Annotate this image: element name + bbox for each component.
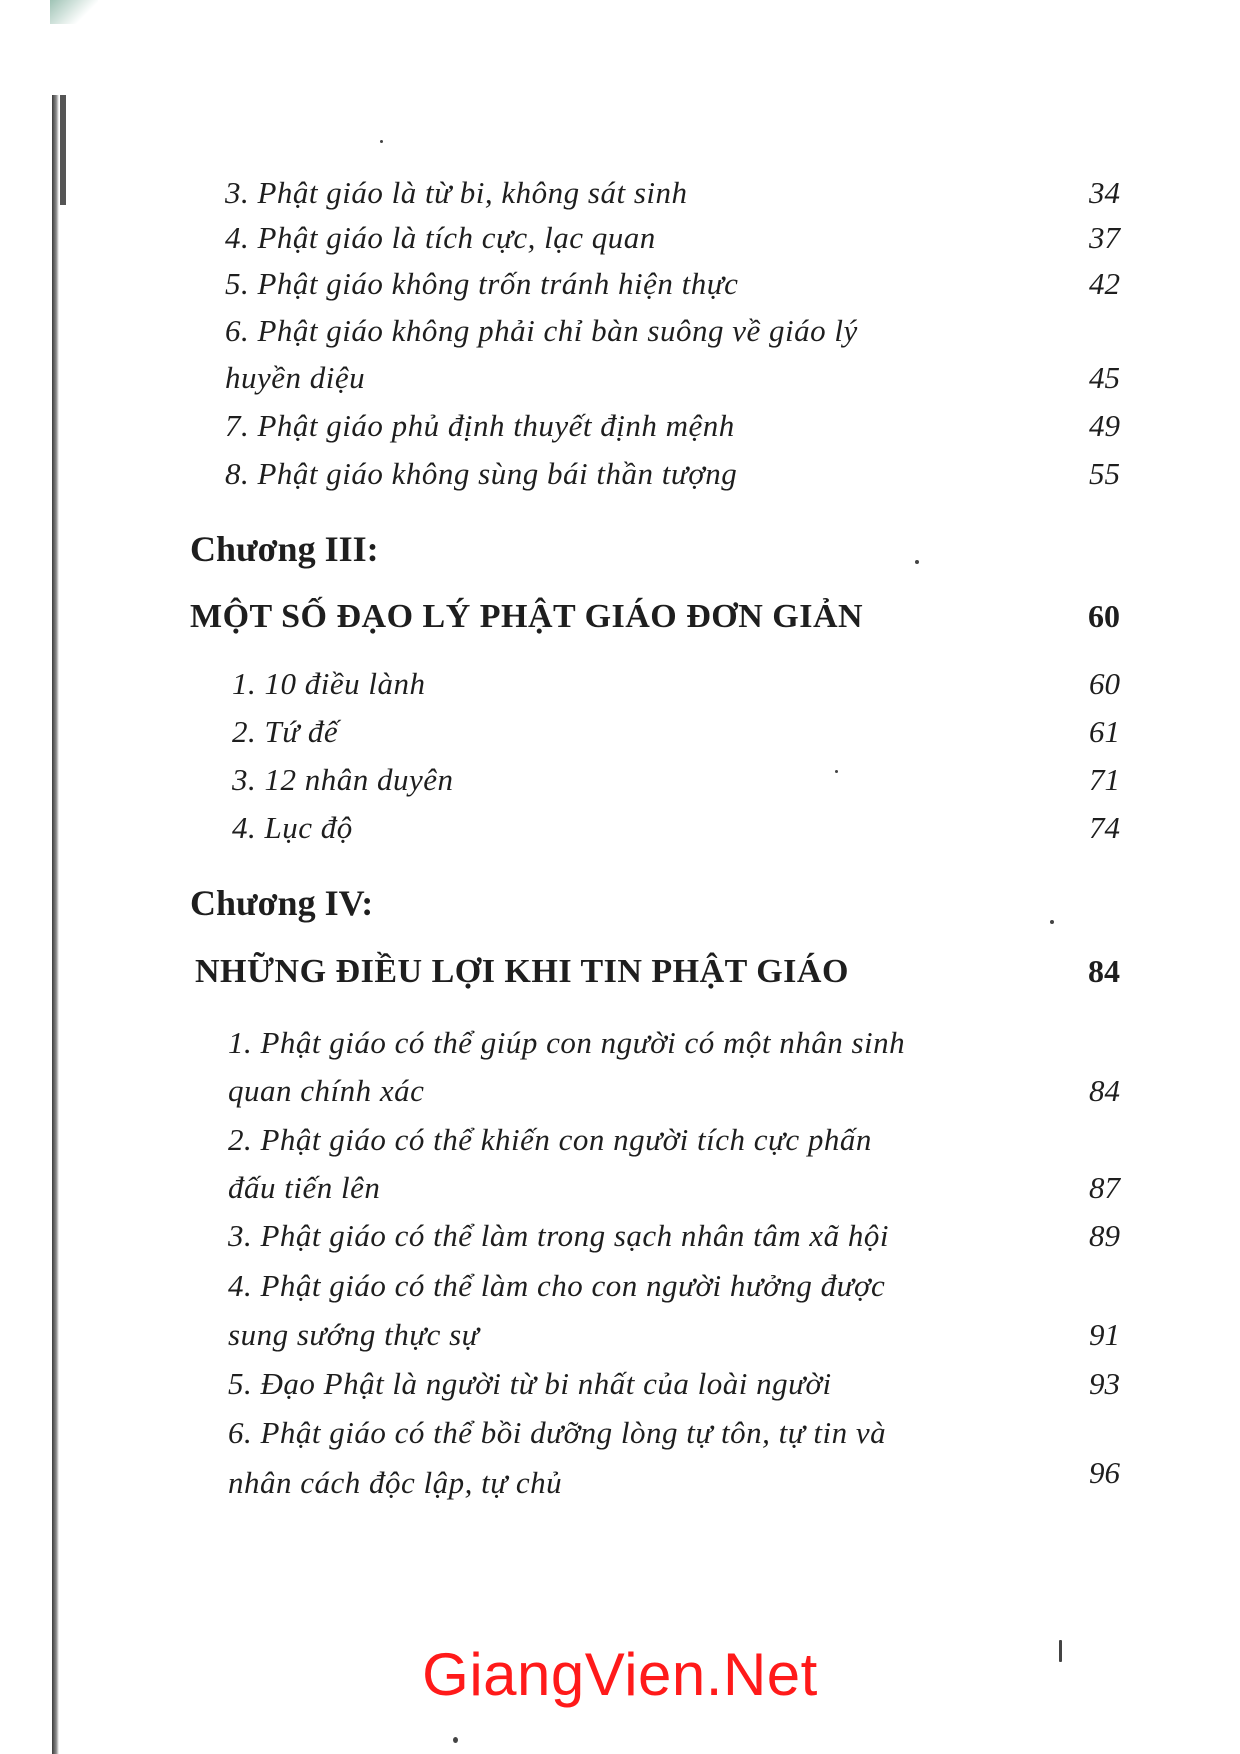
toc-entry-title: 1. Phật giáo có thể giúp con người có một nhân sinh	[228, 1025, 906, 1060]
chapter-label-text: Chương III:	[190, 529, 379, 569]
toc-entry-page: 91	[1089, 1317, 1120, 1352]
toc-entry-title: 8. Phật giáo không sùng bái thần tượng	[225, 456, 738, 491]
chapter-title-text: MỘT SỐ ĐẠO LÝ PHẬT GIÁO ĐƠN GIẢN	[190, 598, 864, 635]
chapter-title-text: NHỮNG ĐIỀU LỢI KHI TIN PHẬT GIÁO	[195, 953, 849, 990]
toc-entry-title-cont: quan chính xác	[228, 1073, 425, 1108]
toc-entry-page: 37	[1089, 220, 1120, 255]
chapter-label-text: Chương IV:	[190, 883, 374, 923]
toc-entry-title: 3. Phật giáo có thể làm trong sạch nhân tâm xã hội	[228, 1218, 890, 1253]
toc-entry-page: 96	[1089, 1455, 1120, 1490]
toc-entry-page: 74	[1089, 810, 1120, 845]
scan-speck	[835, 770, 838, 773]
toc-entry-title: 6. Phật giáo không phải chỉ bàn suông về giáo lý	[225, 313, 858, 348]
toc-entry-page: 55	[1089, 456, 1120, 491]
toc-entry-title: 5. Đạo Phật là người từ bi nhất của loài người	[228, 1366, 832, 1401]
spine-shadow	[60, 95, 66, 205]
toc-entry-title: 1. 10 điều lành	[232, 666, 426, 701]
toc-entry-title-cont: nhân cách độc lập, tự chủ	[228, 1465, 563, 1500]
toc-entry-page: 42	[1089, 266, 1120, 301]
toc-entry-page: 34	[1089, 175, 1120, 210]
toc-entry-page: 84	[1089, 1073, 1120, 1108]
toc-entry-title: 5. Phật giáo không trốn tránh hiện thực	[225, 266, 739, 301]
toc-entry-title-cont: sung sướng thực sự	[228, 1317, 480, 1352]
toc-entry-title-cont: đấu tiến lên	[228, 1170, 381, 1205]
toc-entry-page: 71	[1089, 762, 1120, 797]
chapter-page: 60	[1088, 598, 1120, 634]
chapter-page: 84	[1088, 953, 1120, 989]
toc-entry-title: 3. Phật giáo là từ bi, không sát sinh	[225, 175, 688, 210]
scan-speck	[915, 560, 919, 564]
toc-entry-title-cont: huyền diệu	[225, 360, 366, 395]
scan-speck	[1050, 920, 1054, 924]
toc-entry-page: 45	[1089, 360, 1120, 395]
toc-entry-page: 87	[1089, 1170, 1120, 1205]
site-watermark: GiangVien.Net	[422, 1641, 818, 1708]
toc-entry-page: 93	[1089, 1366, 1120, 1401]
book-spine-edge	[52, 95, 59, 1754]
toc-entry-title: 3. 12 nhân duyên	[232, 762, 454, 797]
page-corner-mark	[50, 0, 98, 24]
toc-entry-page: 61	[1089, 714, 1120, 749]
toc-entry-title: 4. Lục độ	[232, 810, 353, 845]
scan-speck	[380, 140, 383, 143]
scan-speck	[453, 1737, 458, 1743]
toc-entry-page: 49	[1089, 408, 1120, 443]
toc-entry-title: 2. Tứ đế	[232, 714, 339, 749]
toc-entry-title: 2. Phật giáo có thể khiến con người tích cực phấn	[228, 1122, 872, 1157]
toc-entry-title: 4. Phật giáo có thể làm cho con người hưởng được	[228, 1268, 886, 1303]
toc-entry-page: 60	[1089, 666, 1120, 701]
toc-entry-page: 89	[1089, 1218, 1120, 1253]
toc-entry-title: 6. Phật giáo có thể bồi dưỡng lòng tự tôn, tự tin và	[228, 1415, 887, 1450]
toc-entry-title: 7. Phật giáo phủ định thuyết định mệnh	[225, 408, 735, 443]
toc-entry-title: 4. Phật giáo là tích cực, lạc quan	[225, 220, 656, 255]
